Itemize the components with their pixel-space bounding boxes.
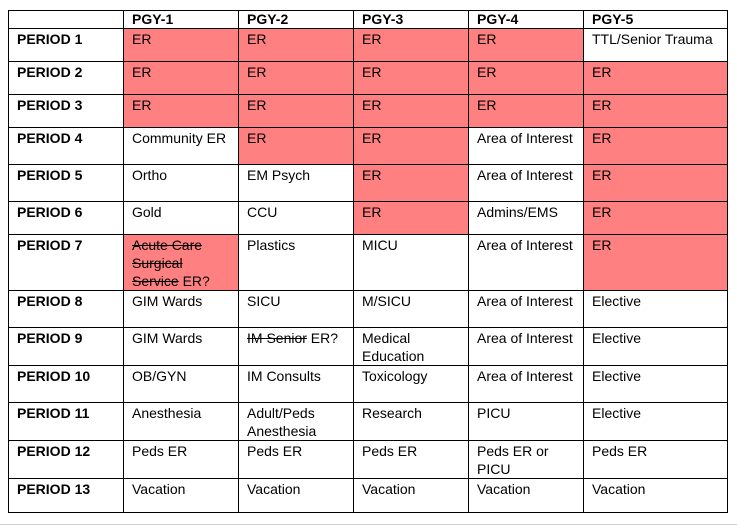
table-row bbox=[9, 95, 728, 128]
rotation-cell: Plastics bbox=[239, 235, 354, 291]
rotation-cell: ER bbox=[239, 95, 354, 128]
rotation-cell: Vacation bbox=[584, 479, 728, 513]
rotation-cell: Elective bbox=[584, 291, 728, 328]
rotation-cell: Elective bbox=[584, 328, 728, 366]
header-cell-pgy-2: PGY-2 bbox=[239, 11, 354, 29]
period-label: PERIOD 9 bbox=[9, 328, 124, 366]
rotation-cell: ER bbox=[584, 95, 728, 128]
rotation-text: ER? bbox=[178, 273, 210, 289]
period-label: PERIOD 5 bbox=[9, 165, 124, 202]
rotation-cell: Gold bbox=[124, 202, 239, 235]
table-row bbox=[9, 165, 728, 202]
rotation-cell: Area of Interest bbox=[469, 328, 584, 366]
rotation-cell: ER bbox=[124, 95, 239, 128]
period-label: PERIOD 11 bbox=[9, 403, 124, 441]
table-body bbox=[9, 29, 728, 513]
period-label: PERIOD 2 bbox=[9, 62, 124, 95]
rotation-cell: Research bbox=[354, 403, 469, 441]
header-corner-cell bbox=[9, 11, 124, 29]
rotation-cell: Anesthesia bbox=[124, 403, 239, 441]
rotation-cell: ER bbox=[239, 29, 354, 62]
rotation-cell: MICU bbox=[354, 235, 469, 291]
table-row bbox=[9, 235, 728, 291]
period-label: PERIOD 7 bbox=[9, 235, 124, 291]
rotation-cell: Vacation bbox=[239, 479, 354, 513]
rotation-cell: ER bbox=[124, 62, 239, 95]
rotation-cell: EM Psych bbox=[239, 165, 354, 202]
struck-rotation-text: IM Senior bbox=[247, 330, 307, 346]
rotation-cell: Vacation bbox=[354, 479, 469, 513]
header-row bbox=[9, 11, 728, 29]
rotation-cell: ER bbox=[469, 62, 584, 95]
rotation-cell: Peds ER bbox=[354, 441, 469, 479]
header-cell-pgy-4: PGY-4 bbox=[469, 11, 584, 29]
rotation-text: ER? bbox=[306, 330, 339, 346]
rotation-cell: Peds ER or PICU bbox=[469, 441, 584, 479]
rotation-cell: ER bbox=[124, 29, 239, 62]
rotation-cell: Adult/Peds Anesthesia bbox=[239, 403, 354, 441]
rotation-cell: TTL/Senior Trauma bbox=[584, 29, 728, 62]
period-label: PERIOD 4 bbox=[9, 128, 124, 165]
rotation-cell: ER bbox=[584, 235, 728, 291]
rotation-cell: Vacation bbox=[124, 479, 239, 513]
rotation-cell: Area of Interest bbox=[469, 366, 584, 403]
rotation-cell: Elective bbox=[584, 403, 728, 441]
rotation-cell: Peds ER bbox=[584, 441, 728, 479]
table-row bbox=[9, 202, 728, 235]
rotation-cell: ER bbox=[584, 202, 728, 235]
table-row bbox=[9, 62, 728, 95]
rotation-cell: ER bbox=[239, 128, 354, 165]
period-label: PERIOD 13 bbox=[9, 479, 124, 513]
table-row bbox=[9, 479, 728, 513]
rotation-cell: Area of Interest bbox=[469, 235, 584, 291]
period-label: PERIOD 1 bbox=[9, 29, 124, 62]
rotation-cell: CCU bbox=[239, 202, 354, 235]
rotation-cell: ER bbox=[239, 62, 354, 95]
rotation-cell: ER bbox=[354, 165, 469, 202]
period-label: PERIOD 12 bbox=[9, 441, 124, 479]
header-cell-pgy-3: PGY-3 bbox=[354, 11, 469, 29]
table-row bbox=[9, 128, 728, 165]
rotation-cell: Admins/EMS bbox=[469, 202, 584, 235]
rotation-cell: ER bbox=[354, 128, 469, 165]
period-label: PERIOD 6 bbox=[9, 202, 124, 235]
rotation-cell: ER bbox=[584, 62, 728, 95]
rotation-cell: Medical Education bbox=[354, 328, 469, 366]
rotation-schedule-table bbox=[8, 10, 728, 513]
table-row bbox=[9, 291, 728, 328]
rotation-cell: ER bbox=[354, 62, 469, 95]
rotation-cell: ER bbox=[469, 29, 584, 62]
rotation-cell: PICU bbox=[469, 403, 584, 441]
rotation-cell: Elective bbox=[584, 366, 728, 403]
rotation-cell: Area of Interest bbox=[469, 128, 584, 165]
rotation-cell bbox=[239, 328, 354, 366]
period-label: PERIOD 3 bbox=[9, 95, 124, 128]
rotation-cell: ER bbox=[584, 165, 728, 202]
rotation-cell: ER bbox=[354, 95, 469, 128]
table-row bbox=[9, 328, 728, 366]
struck-rotation-text: Acute Care Surgical Service bbox=[132, 237, 203, 289]
table-row bbox=[9, 441, 728, 479]
rotation-cell: M/SICU bbox=[354, 291, 469, 328]
rotation-cell bbox=[124, 235, 239, 291]
rotation-cell: OB/GYN bbox=[124, 366, 239, 403]
rotation-cell: ER bbox=[354, 29, 469, 62]
rotation-cell: ER bbox=[584, 128, 728, 165]
table-row bbox=[9, 366, 728, 403]
table-row bbox=[9, 403, 728, 441]
rotation-cell: ER bbox=[469, 95, 584, 128]
rotation-cell: Peds ER bbox=[124, 441, 239, 479]
rotation-cell: Area of Interest bbox=[469, 291, 584, 328]
period-label: PERIOD 8 bbox=[9, 291, 124, 328]
rotation-cell: Peds ER bbox=[239, 441, 354, 479]
rotation-cell: IM Consults bbox=[239, 366, 354, 403]
header-cell-pgy-1: PGY-1 bbox=[124, 11, 239, 29]
page-bottom-divider bbox=[0, 524, 737, 525]
rotation-cell: SICU bbox=[239, 291, 354, 328]
table-header bbox=[9, 11, 728, 29]
rotation-cell: ER bbox=[354, 202, 469, 235]
rotation-cell: Area of Interest bbox=[469, 165, 584, 202]
rotation-cell: GIM Wards bbox=[124, 291, 239, 328]
period-label: PERIOD 10 bbox=[9, 366, 124, 403]
rotation-cell: GIM Wards bbox=[124, 328, 239, 366]
table-row bbox=[9, 29, 728, 62]
rotation-cell: Toxicology bbox=[354, 366, 469, 403]
rotation-cell: Community ER bbox=[124, 128, 239, 165]
rotation-cell: Vacation bbox=[469, 479, 584, 513]
header-cell-pgy-5: PGY-5 bbox=[584, 11, 728, 29]
rotation-cell: Ortho bbox=[124, 165, 239, 202]
